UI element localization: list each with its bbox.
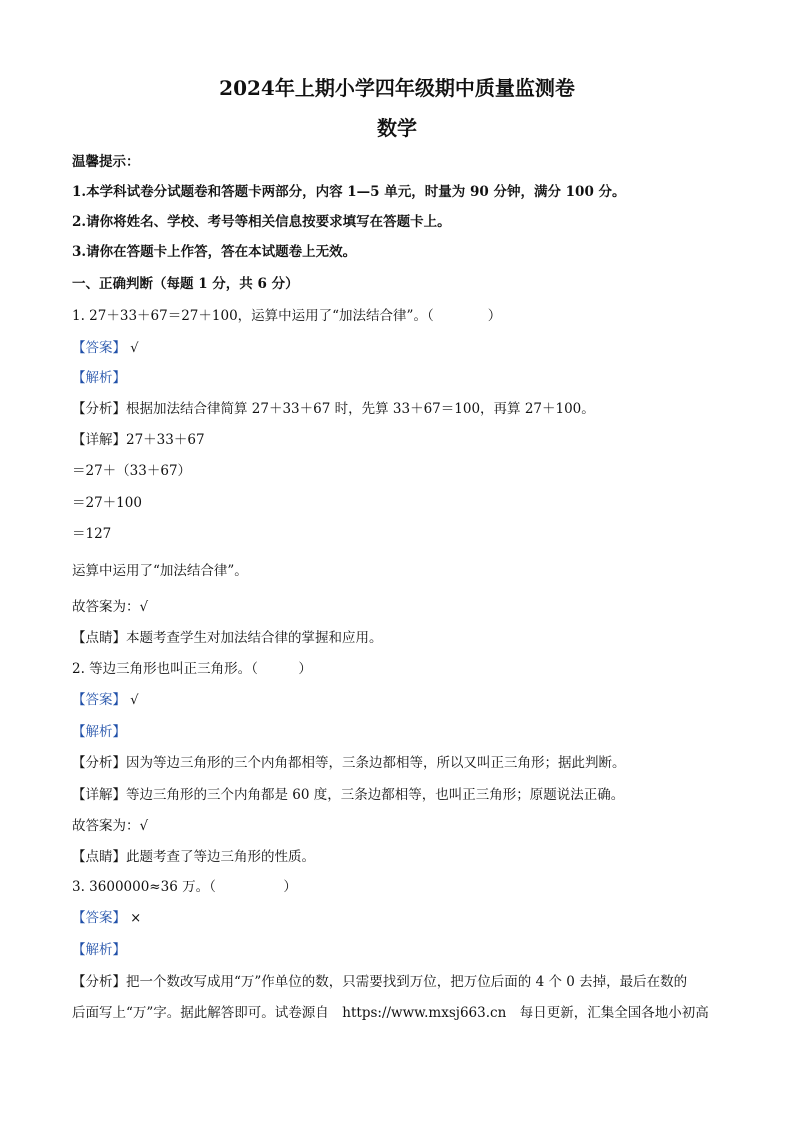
notice-item-1: 1.本学科试卷分试题卷和答题卡两部分，内容 1—5 单元，时量为 90 分钟，满分 100 分。	[72, 184, 626, 200]
answer-value: √	[130, 341, 139, 356]
xiangjie-text: 等边三角形的三个内角都是 60 度，三条边都相等，也叫正三角形；原题说法正确。	[126, 787, 625, 803]
fenxi-text: 根据加法结合律简算 27＋33＋67 时，先算 33＋67＝100，再算 27＋100。	[126, 401, 595, 417]
dianjing-label: 【点睛】	[72, 630, 126, 646]
xiangjie-label: 【详解】	[72, 432, 126, 448]
answer-label: 【答案】	[72, 340, 126, 356]
answer-value: ×	[130, 911, 142, 926]
fenxi-label: 【分析】	[72, 401, 126, 417]
subject-title: 数学	[377, 116, 417, 140]
q3-fenxi-row	[72, 972, 687, 992]
q2-dianjing-row	[72, 847, 315, 867]
q2-answer-row	[72, 690, 139, 711]
q1-final-answer: 故答案为：√	[72, 599, 149, 615]
answer-value: √	[130, 693, 139, 708]
notice-item-2: 2.请你将姓名、学校、考号等相关信息按要求填写在答题卡上。	[72, 214, 451, 230]
jiexi-label: 【解析】	[72, 724, 126, 740]
dianjing-label: 【点睛】	[72, 849, 126, 865]
question-2: 2. 等边三角形也叫正三角形。（ ）	[72, 661, 312, 677]
question-3: 3. 3600000≈36 万。（ ）	[72, 879, 297, 895]
q1-step-1: ＝27＋（33＋67）	[72, 463, 192, 479]
jiexi-label: 【解析】	[72, 370, 126, 386]
notice-heading: 温馨提示：	[72, 154, 140, 170]
answer-label: 【答案】	[72, 910, 126, 926]
q1-answer-row	[72, 338, 139, 359]
fenxi-text: 把一个数改写成用“万”作单位的数，只需要找到万位，把万位后面的 4 个 0 去掉，最后在数的	[126, 974, 688, 990]
xiangjie-label: 【详解】	[72, 787, 126, 803]
page-title: 2024年上期小学四年级期中质量监测卷	[219, 76, 575, 100]
q2-fenxi-row	[72, 753, 626, 773]
fenxi-text: 因为等边三角形的三个内角都相等，三条边都相等，所以又叫正三角形；据此判断。	[126, 755, 626, 771]
notice-item-3: 3.请你在答题卡上作答，答在本试题卷上无效。	[72, 244, 357, 260]
section-heading: 一、正确判断（每题 1 分，共 6 分）	[72, 276, 299, 292]
dianjing-text: 本题考查学生对加法结合律的掌握和应用。	[126, 630, 383, 646]
xiangjie-text: 27＋33＋67	[126, 432, 205, 448]
q1-conclusion: 运算中运用了“加法结合律”。	[72, 563, 248, 579]
answer-label: 【答案】	[72, 692, 126, 708]
jiexi-label: 【解析】	[72, 942, 126, 958]
q2-xiangjie-row	[72, 785, 624, 805]
dianjing-text: 此题考查了等边三角形的性质。	[126, 849, 315, 865]
fenxi-label: 【分析】	[72, 974, 126, 990]
q1-xiangjie-row	[72, 430, 205, 450]
q3-answer-row	[72, 908, 141, 929]
q1-step-2: ＝27＋100	[72, 495, 142, 511]
fenxi-label: 【分析】	[72, 755, 126, 771]
q2-final-answer: 故答案为：√	[72, 818, 149, 834]
q1-step-3: ＝127	[72, 526, 112, 542]
q1-dianjing-row	[72, 628, 383, 648]
q3-fenxi-continued: 后面写上“万”字。据此解答即可。试卷源自 https://www.mxsj663.cn 每日更新，汇集全国各地小初高	[72, 1005, 709, 1021]
question-1: 1. 27＋33＋67＝27＋100，运算中运用了“加法结合律”。（ ）	[72, 308, 502, 324]
q1-fenxi-row	[72, 399, 595, 419]
